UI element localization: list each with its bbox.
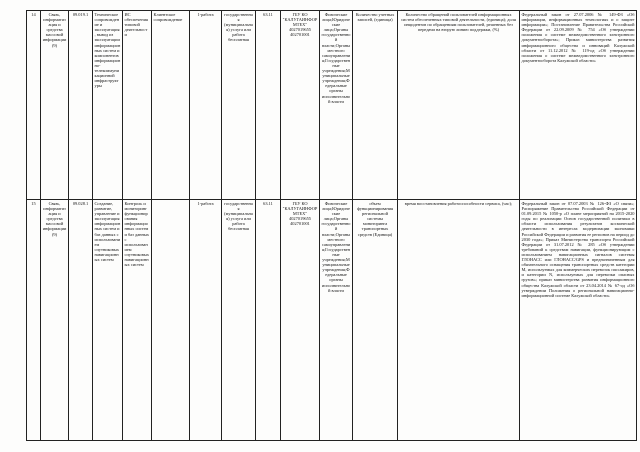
volume-indicator-cell: Количество учетных записей, (единица)	[353, 11, 398, 200]
is-name-cell: Контроль и мониторинг функционирования информационных систем и баз данных с использованием спутниковых навигационных систем	[123, 200, 152, 441]
table-row	[27, 11, 637, 200]
sphere-cell: Связь, информатизация и средства массовой информации (9)	[41, 200, 69, 441]
service-type-cell	[152, 200, 190, 441]
row-number: 15	[27, 200, 41, 441]
unit-cell: 1-работа	[190, 11, 222, 200]
okved-cell: 63.11	[256, 200, 281, 441]
status-cell: государственная (муниципальная) услуга или работа бесплатная	[222, 11, 256, 200]
service-code-cell: 09.019.1	[69, 11, 93, 200]
technical-work-cell: Техническое сопровождение и эксплуатация, вывод из эксплуатации информационных систем и компонентов информационно-телекоммуникационной инфраструктуры	[93, 11, 123, 200]
service-code-cell: 09.028.1	[69, 200, 93, 441]
quality-indicator-cell: Количество обращений пользователей информационных систем обеспеченных типовой деятельности, (единица); доля инцидентов по обращениям пользователей, решенных без передачи на вторую линию поддержки, (%)	[398, 11, 520, 200]
table-row	[27, 200, 637, 441]
organization-cell: ГБУ КО "КАЛУГАИНФОРМТЕХ" 4027019655 402701001	[281, 11, 320, 200]
consumers-cell: Физические лица;Юридические лица;Органы государственной власти;Органы местного самоуправления;Государственные учреждения;Муниципальные учреждения;Федеральные органы исполнительной власти	[320, 11, 353, 200]
service-type-cell: Клиентское сопровождение	[152, 11, 190, 200]
unit-cell: 1-работа	[190, 200, 222, 441]
technical-work-cell: Создание, развитие, управление и эксплуатация информационных систем и баз данных с использованием спутниковых навигационных систем	[93, 200, 123, 441]
consumers-cell: Физические лица;Юридические лица;Органы государственной власти;Органы местного самоуправления;Государственные учреждения;Муниципальные учреждения;Федеральные органы исполнительной власти	[320, 200, 353, 441]
quality-indicator-cell: время восстановления работоспособности сервиса, (час);	[398, 200, 520, 441]
legal-basis-cell: Федеральный закон от 27.07.2006 № 149-ФЗ «Об информации, информационных технологиях и о защите информации»; Постановление Правительства Российской Федерации от 22.09.2009 № 754 «Об утверждении положения о системе межведомственного электронного документооборота»; Приказ министерства развития информационного общества и инноваций Калужской области от 11.12.2012 № 119-од «Об утверждении положения о системе межведомственного электронного документооборота Калужской области»	[520, 11, 637, 200]
organization-cell: ГБУ КО "КАЛУГАИНФОРМТЕХ" 4027019655 402701001	[281, 200, 320, 441]
status-cell: государственная (муниципальная) услуга или работа бесплатная	[222, 200, 256, 441]
legal-basis-cell: Федеральный закон от 07.07.2003 № 126-ФЗ «О связи»; Распоряжение Правительства Российской Федерации от 01.09.2015 № 1050-р «О плане мероприятий на 2015-2020 годы по реализации Основ государственной политики в области использования результатов космической деятельности в интересах модернизации экономики Российской Федерации и развития ее регионов на период до 2030 года»; Приказ Министерства транспорта Российской Федерации от 31.07.2012 № 285 «Об утверждении требований к средствам навигации, функционирующим с использованием навигационных сигналов системы ГЛОНАСС или ГЛОНАСС/GPS и предназначенным для обязательного оснащения транспортных средств категории М, используемых для коммерческих перевозок пассажиров, и категории N, используемых для перевозки опасных грузов»; приказ министерства развития информационного общества Калужской области от 23.04.2014 № 67-од «Об утверждении Положения о региональной навигационно-информационной системе Калужской области»	[520, 200, 637, 441]
volume-indicator-cell: объем функционирования региональной системы мониторинга транспортных средств (Единица)	[353, 200, 398, 441]
row-number: 14	[27, 11, 41, 200]
services-register-table	[26, 10, 637, 441]
sphere-cell: Связь, информатизация и средства массовой информации (9)	[41, 11, 69, 200]
is-name-cell: ИС обеспечения типовой деятельности	[123, 11, 152, 200]
okved-cell: 63.11	[256, 11, 281, 200]
